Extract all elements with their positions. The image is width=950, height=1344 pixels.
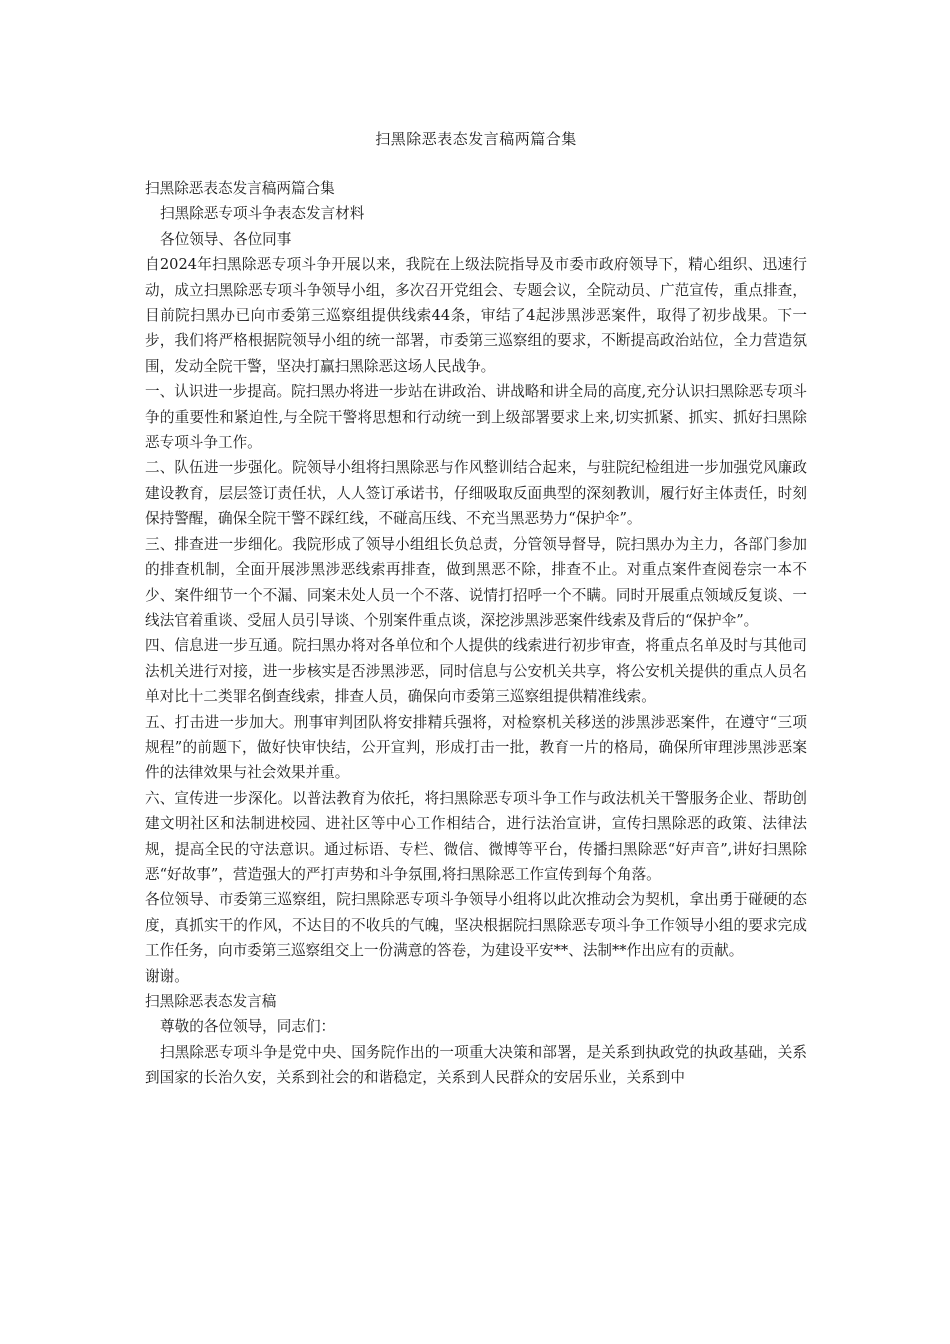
paragraph: 二、队伍进一步强化。院领导小组将扫黑除恶与作风整训结合起来，与驻院纪检组进一步加强党风廉政建设教育，层层签订责任状，人人签订承诺书，仔细吸取反面典型的深刻教训，履行好主体责任，时刻保持警醒，确保全院干警不踩红线，不碰高压线、不充当黑恶势力“保护伞”。	[145, 459, 807, 528]
paragraph: 扫黑除恶表态发言稿两篇合集	[145, 180, 335, 197]
paragraph: 扫黑除恶专项斗争表态发言材料	[160, 205, 365, 223]
paragraph: 扫黑除恶表态发言稿	[145, 993, 277, 1010]
paragraph: 尊敬的各位领导，同志们：	[160, 1018, 336, 1036]
paragraph: 五、打击进一步加大。刑事审判团队将安排精兵强将，对检察机关移送的涉黑涉恶案件，在遵守“三项规程”的前题下，做好快审快结，公开宣判，形成打击一批，教育一片的格局，确保所审理涉黑涉恶案件的法律效果与社会效果并重。	[145, 713, 807, 782]
paragraph: 四、信息进一步互通。院扫黑办将对各单位和个人提供的线索进行初步审查，将重点名单及时与其他司法机关进行对接，进一步核实是否涉黑涉恶，同时信息与公安机关共享，将公安机关提供的重点人员名单对比十二类罪名倒查线索，排查人员，确保向市委第三巡察组提供精准线索。	[145, 637, 807, 706]
paragraph: 一、认识进一步提高。院扫黑办将进一步站在讲政治、讲战略和讲全局的高度,充分认识扫黑除恶专项斗争的重要性和紧迫性,与全院干警将思想和行动统一到上级部署要求上来,切实抓紧、抓实、抓好扫黑除恶专项斗争工作。	[145, 383, 807, 452]
paragraph: 六、宣传进一步深化。以普法教育为依托，将扫黑除恶专项斗争工作与政法机关干警服务企业、帮助创建文明社区和法制进校园、进社区等中心工作相结合，进行法治宣讲，宣传扫黑除恶的政策、法律法规，提高全民的守法意识。通过标语、专栏、微信、微博等平台，传播扫黑除恶“好声音”,讲好扫黑除恶“好故事”，营造强大的严打声势和斗争氛围,将扫黑除恶工作宣传到每个角落。	[145, 789, 807, 883]
document-title: 扫黑除恶表态发言稿两篇合集	[375, 130, 577, 148]
paragraph: 三、排查进一步细化。我院形成了领导小组组长负总责，分管领导督导，院扫黑办为主力，各部门参加的排查机制，全面开展涉黑涉恶线索再排查，做到黑恶不除，排查不止。对重点案件查阅卷宗一本不少、案件细节一个不漏、同案未处人员一个不落、说情打招呼一个不瞒。同时开展重点领域反复谈、一线法官着重谈、受屈人员引导谈、个别案件重点谈，深挖涉黑涉恶案件线索及背后的“保护伞”。	[145, 535, 807, 629]
document-body	[145, 176, 807, 1091]
paragraph: 自2024年扫黑除恶专项斗争开展以来，我院在上级法院指导及市委市政府领导下，精心组织、迅速行动，成立扫黑除恶专项斗争领导小组，多次召开党组会、专题会议，全院动员、广范宣传，重点排查，目前院扫黑办已向市委第三巡察组提供线索44条，审结了4起涉黑涉恶案件，取得了初步战果。下一步，我们将严格根据院领导小组的统一部署，市委第三巡察组的要求，不断提高政治站位，全力营造氛围，发动全院干警，坚决打赢扫黑除恶这场人民战争。	[145, 256, 807, 375]
paragraph: 谢谢。	[145, 967, 189, 985]
paragraph: 各位领导、市委第三巡察组，院扫黑除恶专项斗争领导小组将以此次推动会为契机，拿出勇于碰硬的态度，真抓实干的作风，不达目的不收兵的气魄，坚决根据院扫黑除恶专项斗争工作领导小组的要求完成工作任务，向市委第三巡察组交上一份满意的答卷，为建设平安**、法制**作出应有的贡献。	[145, 891, 807, 960]
paragraph: 扫黑除恶专项斗争是党中央、国务院作出的一项重大决策和部署，是关系到执政党的执政基础，关系到国家的长治久安，关系到社会的和谐稳定，关系到人民群众的安居乐业，关系到中	[145, 1043, 807, 1087]
paragraph: 各位领导、各位同事	[160, 230, 292, 248]
